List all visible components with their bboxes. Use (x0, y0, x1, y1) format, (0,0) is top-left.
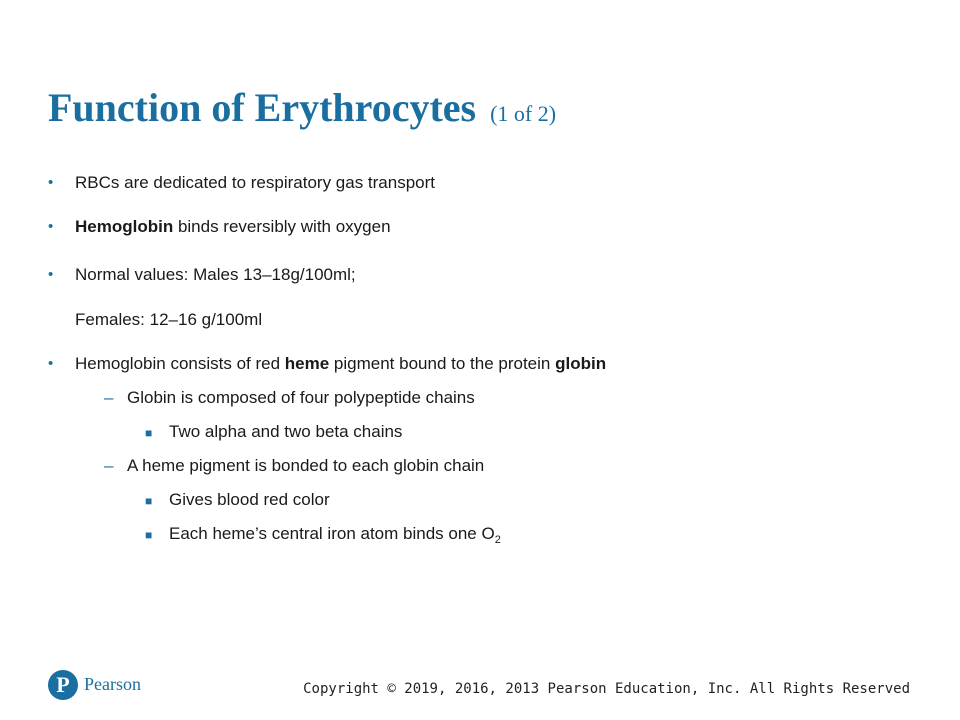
title-text: Function of Erythrocytes (48, 85, 477, 130)
sub-sub-bullet-text (169, 524, 501, 544)
pearson-logo (48, 668, 168, 702)
o2-subscript: 2 (494, 534, 501, 546)
bullet-text: Normal values: Males 13–18g/100ml; (75, 265, 356, 284)
copyright-notice: Copyright © 2019, 2016, 2013 Pearson Education, Inc. All Rights Reserved (303, 681, 910, 697)
bullet-text (75, 354, 606, 374)
sub-sub-bullet-text: Two alpha and two beta chains (169, 422, 403, 441)
bullet-marker: • (48, 266, 54, 283)
bullet-text (75, 217, 391, 237)
term-hemoglobin: Hemoglobin (75, 217, 174, 236)
bullet-marker: • (48, 174, 54, 191)
square-marker: ■ (145, 528, 153, 542)
square-marker: ■ (145, 494, 153, 508)
pearson-logo-letter: P (56, 672, 70, 697)
pearson-logo-text: Pearson (84, 674, 141, 694)
bullet-marker: • (48, 218, 54, 235)
title-part: (1 of 2) (490, 101, 557, 126)
dash-marker: – (104, 388, 114, 407)
dash-marker: – (104, 456, 114, 475)
bullet-text-mid: pigment bound to the protein (329, 354, 556, 373)
bullet-text: Females: 12–16 g/100ml (75, 310, 263, 329)
term-globin: globin (555, 354, 607, 373)
term-heme: heme (284, 354, 330, 373)
slide-title (48, 85, 557, 130)
square-marker: ■ (145, 426, 153, 440)
bullet-text-pre: Hemoglobin consists of red (75, 354, 285, 373)
sub-bullet-text: A heme pigment is bonded to each globin chain (127, 456, 485, 475)
o2-text: Each heme’s central iron atom binds one O (169, 524, 495, 543)
sub-bullet-text: Globin is composed of four polypeptide chains (127, 388, 475, 407)
bullet-text: RBCs are dedicated to respiratory gas transport (75, 173, 436, 192)
bullet-marker: • (48, 355, 54, 372)
bullet-text-rest: binds reversibly with oxygen (173, 217, 391, 236)
sub-sub-bullet-text: Gives blood red color (169, 490, 330, 509)
